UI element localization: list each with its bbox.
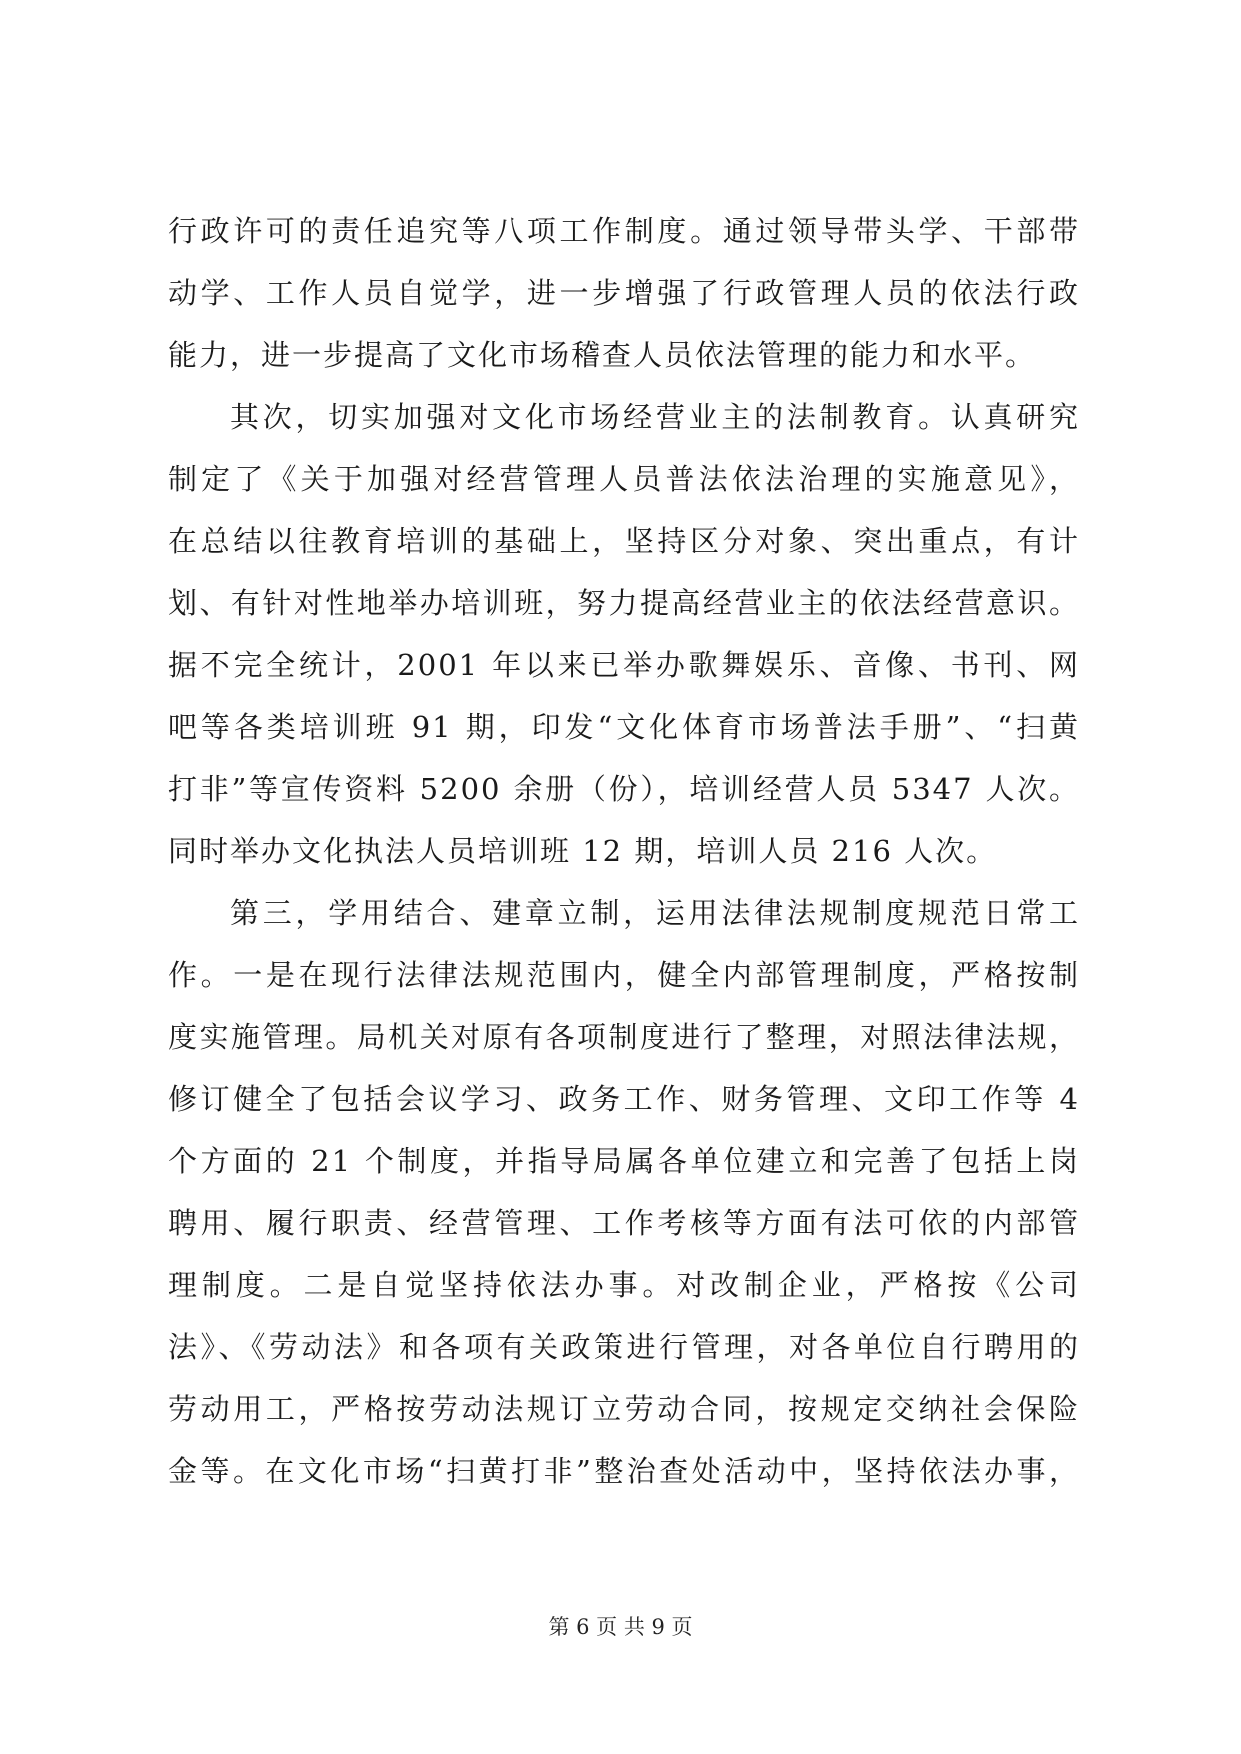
text-line: 打非”等宣传资料 5200 余册（份），培训经营人员 5347 人次。 bbox=[168, 772, 1080, 806]
text-line: 法》、《劳动法》和各项有关政策进行管理，对各单位自行聘用的 bbox=[168, 1330, 1080, 1364]
text-line: 能力，进一步提高了文化市场稽查人员依法管理的能力和水平。 bbox=[168, 338, 1037, 372]
text-line: 聘用、履行职责、经营管理、工作考核等方面有法可依的内部管 bbox=[168, 1206, 1080, 1240]
text-line: 同时举办文化执法人员培训班 12 期，培训人员 216 人次。 bbox=[168, 834, 998, 868]
text-line: 划、有针对性地举办培训班，努力提高经营业主的依法经营意识。 bbox=[168, 586, 1080, 620]
text-line: 在总结以往教育培训的基础上，坚持区分对象、突出重点，有计 bbox=[168, 524, 1080, 558]
text-line: 个方面的 21 个制度，并指导局属各单位建立和完善了包括上岗 bbox=[168, 1144, 1080, 1178]
text-line: 劳动用工，严格按劳动法规订立劳动合同，按规定交纳社会保险 bbox=[168, 1392, 1080, 1426]
text-line: 行政许可的责任追究等八项工作制度。通过领导带头学、干部带 bbox=[168, 214, 1080, 248]
paragraph-start-line: 其次，切实加强对文化市场经营业主的法制教育。认真研究 bbox=[230, 400, 1080, 434]
text-line: 理制度。二是自觉坚持依法办事。对改制企业，严格按《公司 bbox=[168, 1268, 1080, 1302]
text-line: 度实施管理。局机关对原有各项制度进行了整理，对照法律法规， bbox=[168, 1020, 1080, 1054]
text-line: 修订健全了包括会议学习、政务工作、财务管理、文印工作等 4 bbox=[168, 1082, 1080, 1116]
text-line: 制定了《关于加强对经营管理人员普法依法治理的实施意见》， bbox=[168, 462, 1080, 496]
text-line: 动学、工作人员自觉学，进一步增强了行政管理人员的依法行政 bbox=[168, 276, 1080, 310]
text-line: 据不完全统计，2001 年以来已举办歌舞娱乐、音像、书刊、网 bbox=[168, 648, 1080, 682]
body-text bbox=[168, 200, 1080, 1502]
text-line: 作。一是在现行法律法规范围内，健全内部管理制度，严格按制 bbox=[168, 958, 1080, 992]
page-number-footer: 第 6 页 共 9 页 bbox=[548, 1615, 693, 1639]
paragraph-start-line: 第三，学用结合、建章立制，运用法律法规制度规范日常工 bbox=[230, 896, 1080, 930]
text-line: 金等。在文化市场“扫黄打非”整治查处活动中，坚持依法办事， bbox=[168, 1454, 1080, 1488]
text-line: 吧等各类培训班 91 期，印发“文化体育市场普法手册”、“扫黄 bbox=[168, 710, 1080, 744]
